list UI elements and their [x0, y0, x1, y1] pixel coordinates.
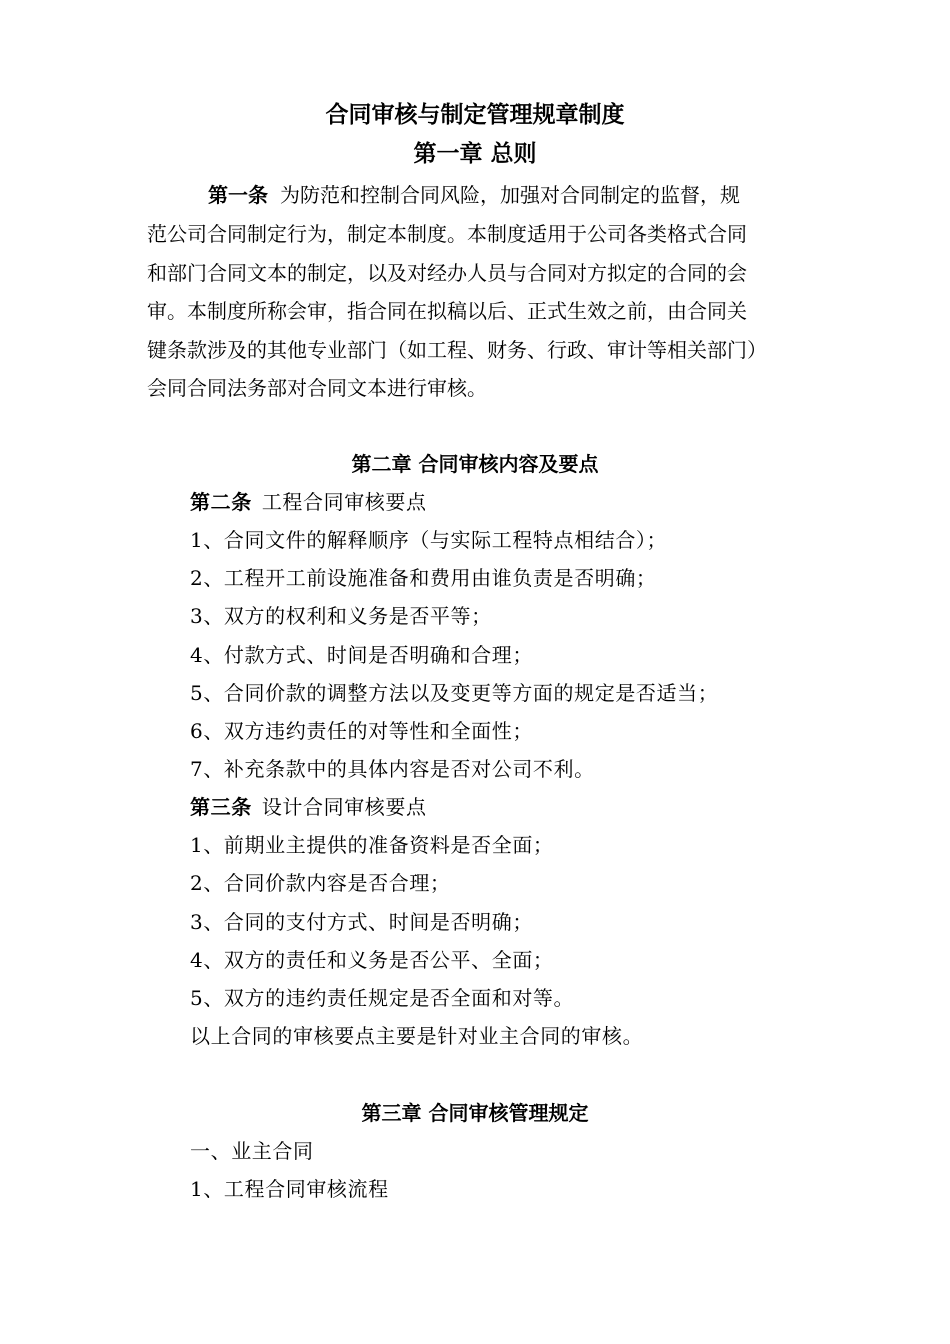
list-item: 2、工程开工前设施准备和费用由谁负责是否明确； [190, 566, 657, 590]
list-item: 2、合同价款内容是否合理； [190, 871, 451, 895]
article-1-line: 和部门合同文本的制定，以及对经办人员与合同对方拟定的合同的会 [147, 261, 747, 285]
list-item: 3、双方的权利和义务是否平等； [190, 604, 492, 628]
list-item: 4、付款方式、时间是否明确和合理； [190, 643, 533, 667]
article-2-title: 工程合同审核要点 [261, 490, 427, 514]
article-1-line: 审。本制度所称会审，指合同在拟稿以后、正式生效之前，由合同关 [147, 299, 747, 323]
summary-text: 以上合同的审核要点主要是针对业主合同的审核。 [190, 1024, 644, 1048]
subsection-heading: 1、工程合同审核流程 [190, 1177, 389, 1201]
article-3-heading [190, 793, 427, 821]
list-item: 1、前期业主提供的准备资料是否全面； [190, 833, 554, 857]
article-2-label: 第二条 [190, 490, 252, 514]
list-item: 5、双方的违约责任规定是否全面和对等。 [190, 986, 575, 1010]
article-3-label: 第三条 [190, 795, 252, 819]
chapter-3-heading: 第三章 合同审核管理规定 [361, 1101, 589, 1125]
chapter-1-heading: 第一章 总则 [413, 140, 537, 167]
article-1-line: 键条款涉及的其他专业部门（如工程、财务、行政、审计等相关部门） [147, 338, 767, 362]
list-item: 4、双方的责任和义务是否公平、全面； [190, 948, 554, 972]
list-item: 7、补充条款中的具体内容是否对公司不利。 [190, 757, 595, 781]
list-item: 1、合同文件的解释顺序（与实际工程特点相结合）； [190, 528, 668, 552]
article-1-label: 第一条 [208, 183, 268, 207]
list-item: 5、合同价款的调整方法以及变更等方面的规定是否适当； [190, 681, 719, 705]
document-title: 合同审核与制定管理规章制度 [325, 101, 625, 128]
article-2-heading [190, 488, 427, 516]
article-1-line: 范公司合同制定行为，制定本制度。本制度适用于公司各类格式合同 [147, 222, 747, 246]
article-1-line: 会同合同法务部对合同文本进行审核。 [147, 376, 487, 400]
list-item: 3、合同的支付方式、时间是否明确； [190, 910, 533, 934]
chapter-2-heading: 第二章 合同审核内容及要点 [351, 452, 599, 476]
section-heading: 一、业主合同 [190, 1139, 314, 1163]
article-3-title: 设计合同审核要点 [261, 795, 427, 819]
list-item: 6、双方违约责任的对等性和全面性； [190, 719, 533, 743]
article-1-line: 第一条 为防范和控制合同风险，加强对合同制定的监督，规 [208, 183, 740, 207]
